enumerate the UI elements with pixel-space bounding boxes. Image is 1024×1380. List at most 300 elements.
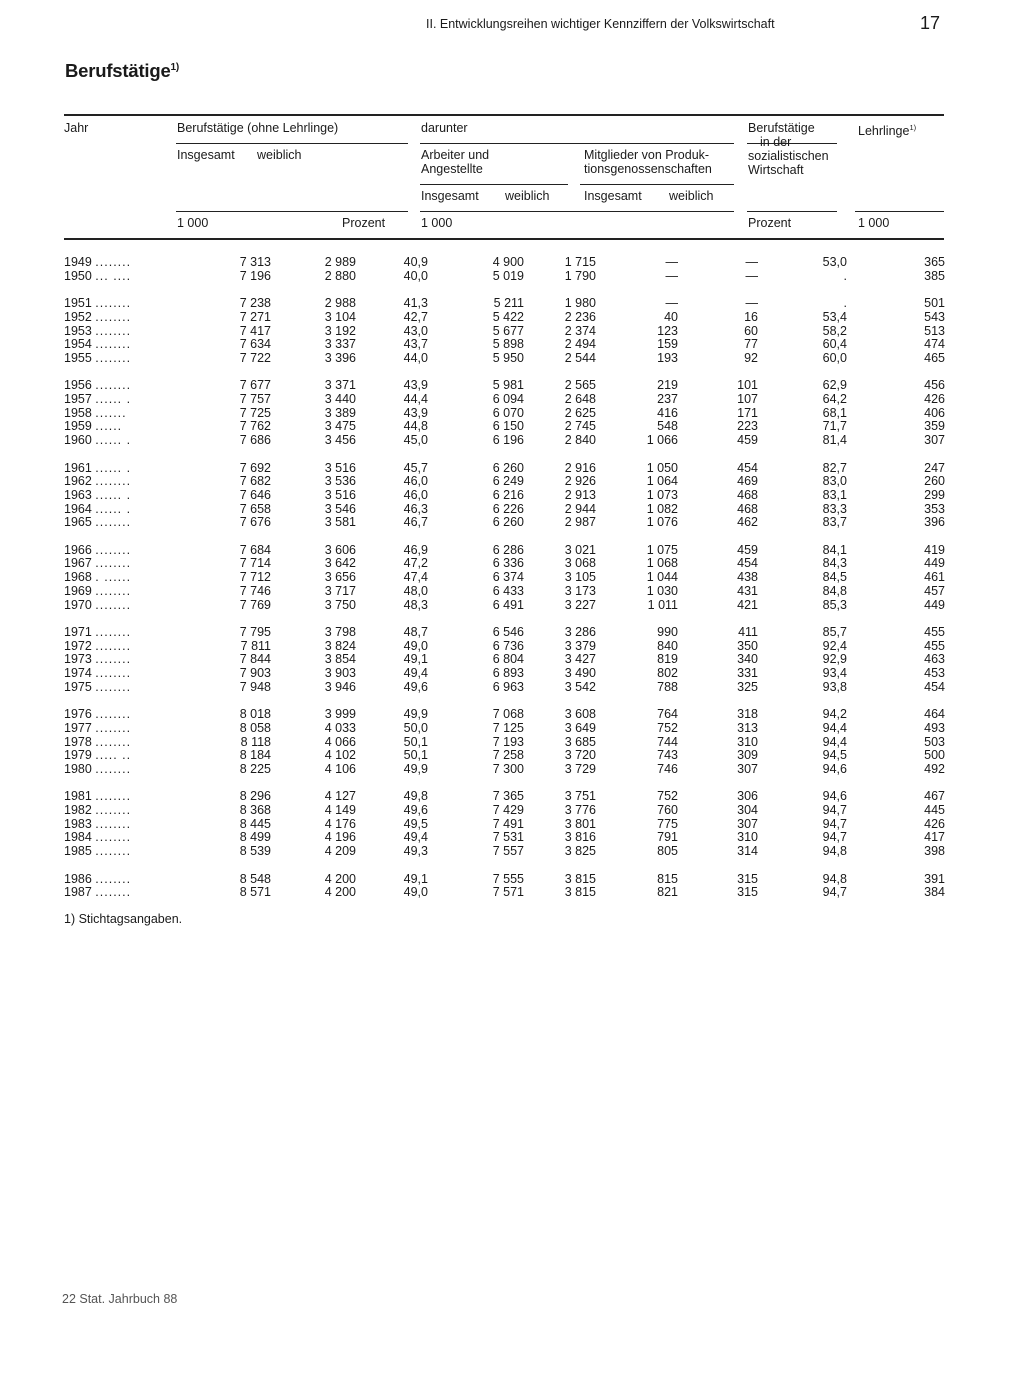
cell-soz-wirtschaft: 94,8 [822,844,847,859]
cell-lehrlinge: 501 [924,296,945,311]
cell-female: 3 371 [324,378,356,393]
cell-total: 7 658 [239,501,271,516]
year-value: 1959 [64,419,92,434]
cell-soz-wirtschaft: 64,2 [822,392,847,406]
table-row [64,352,945,366]
cell-pgh-female: 313 [737,720,758,735]
rule-under-berufstaetige [176,143,408,144]
cell-arbeiter-total: 5 898 [492,337,524,352]
cell-soz-wirtschaft: 53,4 [822,309,847,324]
cell-percent: 49,3 [403,844,428,859]
cell-percent: 49,0 [403,885,428,900]
cell-year [64,681,175,695]
year-value: 1963 [64,487,92,502]
cell-pgh-female: 350 [737,638,758,653]
page-number: 17 [920,13,941,33]
cell-percent: 49,1 [403,871,428,886]
cell-female: 4 106 [324,761,356,776]
year-value: 1949 [64,255,92,269]
spacer-cell [64,859,945,873]
cell-lehrlinge: 260 [924,474,945,489]
leader-dots: ........ [95,885,132,900]
year-value: 1975 [64,679,92,694]
cell-arbeiter-female: 3 729 [564,761,596,776]
cell-arbeiter-female: 2 840 [564,433,596,448]
cell-percent: 45,0 [403,433,428,448]
leader-dots: ....... [95,405,127,420]
cell-soz-wirtschaft: 60,4 [822,337,847,352]
cell-arbeiter-total: 5 019 [492,268,524,283]
cell-total: 7 762 [239,419,271,434]
table-row [64,653,945,667]
spacer-cell [64,366,945,380]
cell-total: 8 018 [239,707,271,722]
unit-1000-left: 1 000 [177,216,209,230]
cell-arbeiter-female: 3 286 [564,624,596,639]
year-value: 1987 [64,885,92,900]
cell-total: 7 903 [239,666,271,681]
leader-dots: ........ [95,761,132,776]
cell-arbeiter-female: 2 565 [564,378,596,393]
rule-above-units-soz [747,211,837,212]
cell-lehrlinge: 359 [924,419,945,434]
leader-dots: ........ [95,803,132,818]
cell-arbeiter-female: 3 815 [564,871,596,886]
cell-percent: 48,0 [403,583,428,598]
cell-soz-wirtschaft: 94,6 [822,789,847,804]
leader-dots: ...... . [95,487,132,502]
cell-soz-wirtschaft: 68,1 [822,405,847,420]
cell-pgh-female: 340 [737,652,758,667]
table-row [64,873,945,887]
cell-lehrlinge: 465 [924,350,945,365]
cell-lehrlinge: 455 [924,638,945,653]
cell-year [64,873,175,887]
cell-lehrlinge: 464 [924,707,945,722]
cell-pgh-female: 459 [737,542,758,557]
table-row [64,790,945,804]
rule-under-darunter [420,143,734,144]
cell-arbeiter-female: 3 021 [564,542,596,557]
cell-total: 7 686 [239,433,271,448]
cell-female: 2 988 [324,296,356,311]
table-row [64,407,945,421]
cell-female: 3 396 [324,350,356,365]
year-value: 1958 [64,405,92,420]
cell-pgh-total: 764 [657,707,678,722]
footnote: 1) Stichtagsangaben. [64,912,183,926]
cell-female: 3 389 [324,405,356,420]
cell-pgh-total: 1 068 [646,556,678,571]
year-value: 1985 [64,844,92,859]
leader-dots: ........ [95,816,132,831]
cell-pgh-female: 307 [737,761,758,776]
cell-pgh-female: — [745,268,758,283]
cell-total: 8 445 [239,816,271,831]
cell-pgh-female: 468 [737,501,758,516]
year-value: 1981 [64,789,92,804]
table-row [64,297,945,311]
cell-soz-wirtschaft: 94,4 [822,734,847,749]
cell-percent: 48,7 [403,624,428,639]
year-value: 1965 [64,515,92,530]
cell-percent: 43,9 [403,405,428,420]
cell-year [64,407,175,421]
cell-pgh-total: 1 082 [646,501,678,516]
cell-arbeiter-female: 2 648 [564,392,596,406]
spacer-cell [64,448,945,462]
cell-pgh-total: 1 076 [646,515,678,530]
leader-dots: ........ [95,844,132,859]
cell-percent: 43,0 [403,323,428,338]
cell-arbeiter-total: 6 286 [492,542,524,557]
leader-dots: ........ [95,296,132,311]
cell-arbeiter-female: 3 685 [564,734,596,749]
title-footnote-marker: 1) [170,61,180,73]
header-arbeiter-insgesamt: Insgesamt [421,189,479,203]
cell-pgh-total: 821 [657,885,678,900]
cell-soz-wirtschaft: 53,0 [822,255,847,269]
cell-female: 4 209 [324,844,356,859]
year-value: 1962 [64,474,92,489]
table-row [64,749,945,763]
cell-arbeiter-total: 7 125 [492,720,524,735]
cell-arbeiter-total: 6 336 [492,556,524,571]
table-row [64,818,945,832]
cell-year [64,311,175,325]
cell-year [64,462,175,476]
cell-female: 4 196 [324,830,356,845]
cell-pgh-total: 775 [657,816,678,831]
year-value: 1979 [64,748,92,763]
leader-dots: ........ [95,666,132,681]
table-row [64,599,945,613]
cell-female: 3 656 [324,570,356,585]
cell-year [64,557,175,571]
cell-percent: 49,1 [403,652,428,667]
cell-soz-wirtschaft: 92,4 [822,638,847,653]
table-row [64,270,945,284]
cell-pgh-total: 548 [657,419,678,434]
cell-year [64,845,175,859]
cell-total: 7 757 [239,392,271,406]
cell-arbeiter-total: 7 068 [492,707,524,722]
cell-percent: 43,7 [403,337,428,352]
cell-arbeiter-female: 2 913 [564,487,596,502]
cell-year [64,379,175,393]
cell-arbeiter-total: 6 260 [492,460,524,475]
leader-dots: . ...... [95,570,132,585]
cell-total: 7 271 [239,309,271,324]
cell-year [64,886,175,900]
cell-female: 3 717 [324,583,356,598]
cell-lehrlinge: 417 [924,830,945,845]
row-spacer [64,448,945,462]
year-value: 1982 [64,803,92,818]
cell-lehrlinge: 426 [924,816,945,831]
rule-under-arbeiter [420,184,568,185]
cell-arbeiter-total: 6 546 [492,624,524,639]
cell-year [64,571,175,585]
header-jahr: Jahr [64,121,89,135]
cell-arbeiter-female: 3 542 [564,679,596,694]
cell-percent: 49,6 [403,803,428,818]
cell-pgh-female: 92 [744,350,758,365]
cell-pgh-female: 309 [737,748,758,763]
cell-pgh-total: — [665,255,678,269]
year-value: 1977 [64,720,92,735]
cell-arbeiter-total: 7 300 [492,761,524,776]
cell-total: 7 684 [239,542,271,557]
cell-percent: 42,7 [403,309,428,324]
cell-arbeiter-female: 3 801 [564,816,596,831]
cell-soz-wirtschaft: 84,8 [822,583,847,598]
cell-pgh-total: 237 [657,392,678,406]
table-row [64,708,945,722]
cell-total: 7 634 [239,337,271,352]
cell-soz-wirtschaft: 94,2 [822,707,847,722]
leader-dots: ........ [95,337,132,352]
cell-pgh-female: 431 [737,583,758,598]
cell-pgh-female: 331 [737,666,758,681]
cell-lehrlinge: 467 [924,789,945,804]
cell-pgh-female: 469 [737,474,758,489]
page-title [65,60,179,82]
leader-dots: ........ [95,350,132,365]
cell-female: 3 516 [324,487,356,502]
cell-total: 8 225 [239,761,271,776]
cell-female: 3 475 [324,419,356,434]
cell-percent: 49,4 [403,830,428,845]
cell-pgh-total: 1 050 [646,460,678,475]
table-top-rule [64,114,944,116]
cell-year [64,544,175,558]
cell-year [64,325,175,339]
cell-pgh-female: 101 [737,378,758,393]
cell-lehrlinge: 419 [924,542,945,557]
cell-total: 7 811 [240,638,271,653]
year-value: 1986 [64,871,92,886]
header-soz-line2: in der [760,135,792,149]
cell-lehrlinge: 398 [924,844,945,859]
table-header-bottom-rule [64,238,944,240]
cell-arbeiter-total: 6 196 [492,433,524,448]
year-value: 1973 [64,652,92,667]
leader-dots: ........ [95,679,132,694]
header-insgesamt: Insgesamt [177,148,235,162]
cell-lehrlinge: 453 [924,666,945,681]
cell-pgh-total: 791 [657,830,678,845]
cell-pgh-female: 325 [737,679,758,694]
cell-soz-wirtschaft: 93,8 [822,679,847,694]
cell-total: 7 196 [239,268,271,283]
cell-total: 7 844 [239,652,271,667]
cell-pgh-female: 462 [737,515,758,530]
cell-percent: 49,9 [403,707,428,722]
cell-female: 3 546 [324,501,356,516]
cell-pgh-female: — [745,255,758,269]
cell-pgh-total: 752 [657,789,678,804]
cell-pgh-female: 315 [737,871,758,886]
cell-total: 8 548 [239,871,271,886]
cell-lehrlinge: 513 [924,323,945,338]
cell-arbeiter-female: 2 374 [564,323,596,338]
cell-arbeiter-total: 7 531 [492,830,524,845]
cell-arbeiter-female: 3 227 [564,597,596,612]
cell-soz-wirtschaft: 93,4 [822,666,847,681]
cell-female: 3 854 [324,652,356,667]
cell-lehrlinge: 449 [924,556,945,571]
cell-arbeiter-total: 6 374 [492,570,524,585]
cell-year [64,352,175,366]
cell-arbeiter-total: 6 893 [492,666,524,681]
cell-arbeiter-total: 7 571 [492,885,524,900]
leader-dots: ........ [95,542,132,557]
year-value: 1953 [64,323,92,338]
cell-lehrlinge: 493 [924,720,945,735]
cell-pgh-female: 307 [737,816,758,831]
cell-lehrlinge: 384 [924,885,945,900]
year-value: 1984 [64,830,92,845]
cell-percent: 46,9 [403,542,428,557]
year-value: 1974 [64,666,92,681]
cell-pgh-total: 1 075 [646,542,678,557]
cell-lehrlinge: 406 [924,405,945,420]
cell-arbeiter-total: 6 433 [492,583,524,598]
leader-dots: ........ [95,474,132,489]
leader-dots: ........ [95,309,132,324]
cell-arbeiter-total: 6 491 [492,597,524,612]
cell-arbeiter-female: 2 236 [564,309,596,324]
cell-year [64,585,175,599]
cell-pgh-female: 315 [737,885,758,900]
leader-dots: ...... . [95,392,132,406]
cell-percent: 49,5 [403,816,428,831]
leader-dots: ........ [95,720,132,735]
cell-percent: 48,3 [403,597,428,612]
row-spacer [64,283,945,297]
unit-1000-lehrlinge: 1 000 [858,216,890,230]
cell-female: 3 104 [324,309,356,324]
header-lehrlinge [858,121,916,138]
cell-lehrlinge: 299 [924,487,945,502]
table-row [64,544,945,558]
table-row [64,585,945,599]
page-footer: 22 Stat. Jahrbuch 88 [62,1292,178,1306]
cell-female: 4 200 [324,871,356,886]
cell-soz-wirtschaft: 92,9 [822,652,847,667]
cell-female: 3 581 [324,515,356,530]
table-row [64,667,945,681]
cell-arbeiter-female: 3 815 [564,885,596,900]
cell-pgh-female: 16 [744,309,758,324]
cell-year [64,831,175,845]
cell-year [64,818,175,832]
cell-arbeiter-total: 7 365 [492,789,524,804]
cell-lehrlinge: 391 [924,871,945,886]
cell-female: 3 750 [324,597,356,612]
cell-arbeiter-female: 2 926 [564,474,596,489]
cell-arbeiter-female: 2 494 [564,337,596,352]
cell-arbeiter-female: 3 379 [564,638,596,653]
cell-year [64,338,175,352]
cell-percent: 47,2 [403,556,428,571]
cell-total: 7 682 [239,474,271,489]
cell-arbeiter-total: 6 249 [492,474,524,489]
table-row [64,681,945,695]
cell-pgh-total: 1 073 [646,487,678,502]
cell-lehrlinge: 426 [924,392,945,406]
header-berufstaetige-ohne-lehrlinge: Berufstätige (ohne Lehrlinge) [177,121,339,135]
leader-dots: ........ [95,378,132,393]
cell-year [64,297,175,311]
cell-year [64,640,175,654]
cell-female: 4 200 [324,885,356,900]
cell-percent: 50,0 [403,720,428,735]
leader-dots: ........ [95,624,132,639]
cell-lehrlinge: 247 [924,460,945,475]
cell-percent: 46,3 [403,501,428,516]
cell-pgh-total: 219 [657,378,678,393]
cell-lehrlinge: 353 [924,501,945,516]
cell-soz-wirtschaft: 58,2 [822,323,847,338]
cell-soz-wirtschaft: 60,0 [822,350,847,365]
cell-soz-wirtschaft: 62,9 [822,378,847,393]
cell-percent: 40,9 [403,255,428,269]
cell-soz-wirtschaft: 82,7 [822,460,847,475]
cell-soz-wirtschaft: 94,4 [822,720,847,735]
cell-arbeiter-female: 3 720 [564,748,596,763]
cell-year [64,503,175,517]
unit-prozent-left: Prozent [342,216,386,230]
cell-total: 8 539 [239,844,271,859]
cell-female: 3 456 [324,433,356,448]
cell-female: 3 642 [324,556,356,571]
table-row [64,557,945,571]
cell-arbeiter-total: 6 260 [492,515,524,530]
cell-year [64,270,175,284]
cell-total: 8 118 [240,734,271,749]
leader-dots: ...... . [95,501,132,516]
table-row [64,420,945,434]
cell-pgh-total: 416 [657,405,678,420]
cell-pgh-female: 454 [737,556,758,571]
cell-pgh-female: — [745,296,758,311]
cell-female: 3 337 [324,337,356,352]
cell-arbeiter-female: 3 608 [564,707,596,722]
cell-soz-wirtschaft: 83,3 [822,501,847,516]
cell-arbeiter-total: 6 804 [492,652,524,667]
cell-total: 7 714 [239,556,271,571]
cell-arbeiter-female: 3 068 [564,556,596,571]
cell-female: 3 903 [324,666,356,681]
cell-soz-wirtschaft: 83,1 [822,487,847,502]
cell-pgh-female: 459 [737,433,758,448]
cell-lehrlinge: 543 [924,309,945,324]
leader-dots: ........ [95,830,132,845]
cell-soz-wirtschaft: 81,4 [822,433,847,448]
table-row [64,325,945,339]
cell-arbeiter-female: 2 916 [564,460,596,475]
row-spacer [64,777,945,791]
cell-total: 7 646 [239,487,271,502]
cell-lehrlinge: 449 [924,597,945,612]
cell-total: 7 722 [239,350,271,365]
cell-female: 3 946 [324,679,356,694]
cell-soz-wirtschaft: 94,5 [822,748,847,763]
cell-total: 7 238 [239,296,271,311]
cell-female: 3 824 [324,638,356,653]
